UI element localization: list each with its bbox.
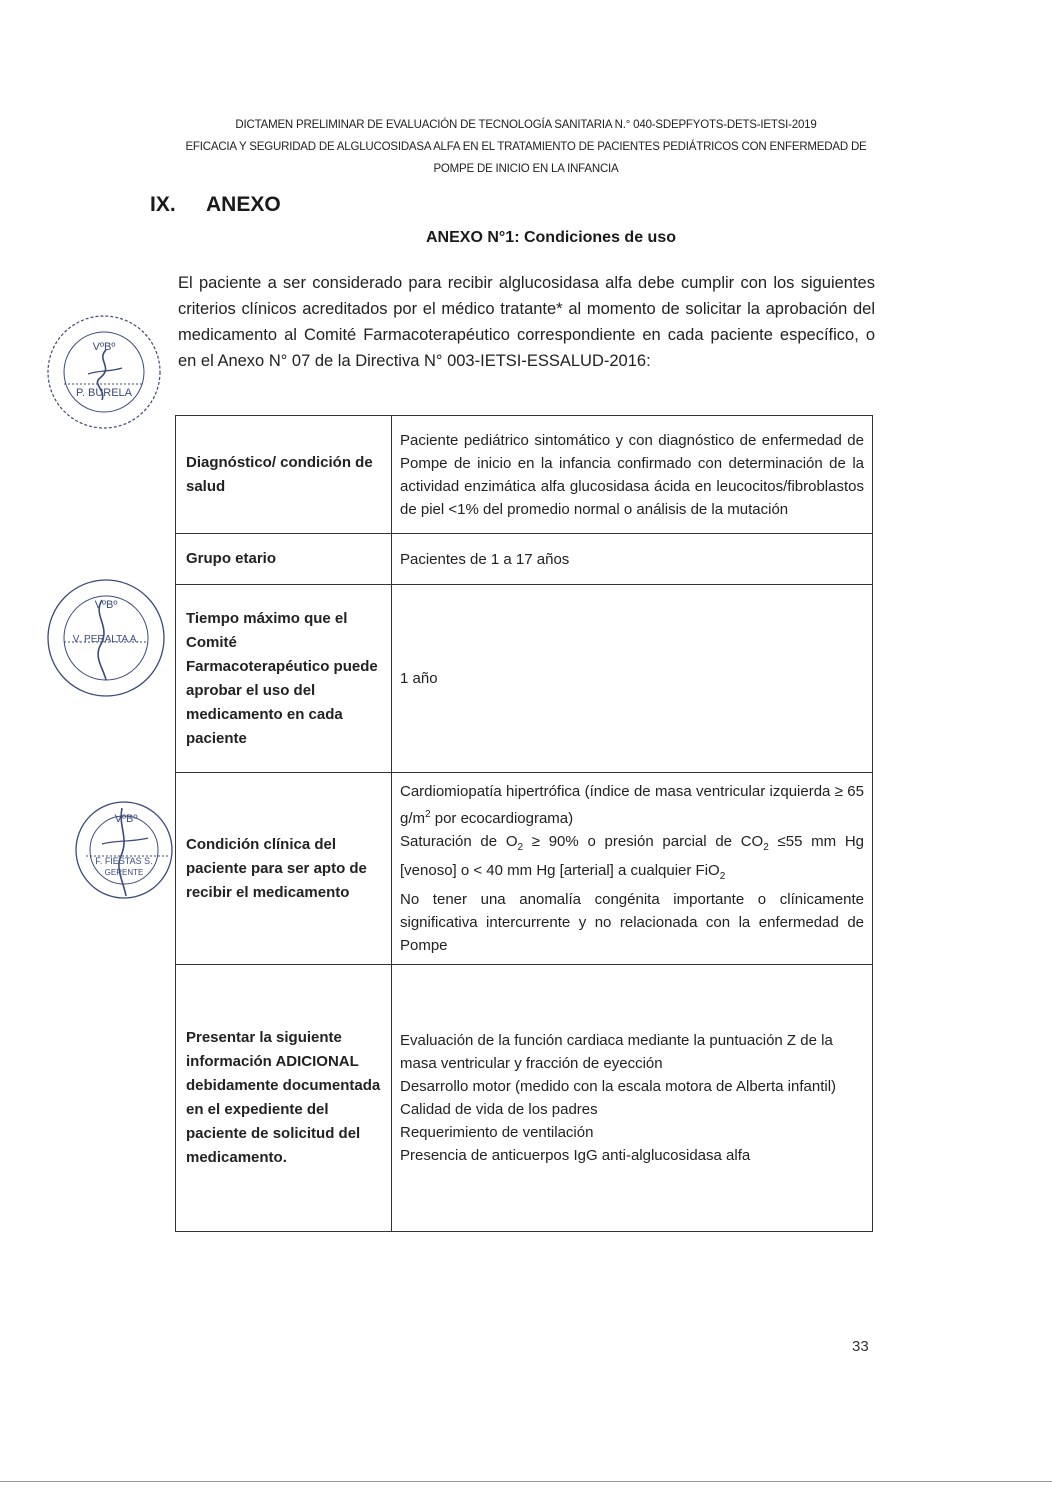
row-value	[392, 965, 873, 1232]
header-line-3: POMPE DE INICIO EN LA INFANCIA	[433, 163, 619, 175]
list-item: Requerimiento de ventilación	[400, 1124, 594, 1141]
row-label: Presentar la siguiente información ADICIONAL debidamente documentada en el expediente del paciente de solicitud del medicamento.	[176, 965, 392, 1232]
table-row	[176, 965, 873, 1232]
row-label: Tiempo máximo que el Comité Farmacoterapéutico puede aprobar el uso del medicamento en cada paciente	[176, 585, 392, 773]
section-title: ANEXO	[206, 193, 281, 216]
stamp-mark: VºBº	[94, 599, 118, 611]
row-label: Grupo etario	[176, 534, 392, 585]
table-row	[176, 416, 873, 534]
criterion-anomaly: No tener una anomalía congénita importante o clínicamente significativa intercurrente y no relacionada con la enfermedad de Pompe	[400, 891, 864, 954]
list-item: Evaluación de la función cardiaca mediante la puntuación Z de la masa ventricular y fracción de eyección	[400, 1032, 833, 1072]
stamp-name: F. FIESTAS S.	[95, 856, 153, 866]
table-row	[176, 773, 873, 965]
annex-title: ANEXO N°1: Condiciones de uso	[426, 229, 676, 246]
list-item: Desarrollo motor (medido con la escala motora de Alberta infantil)	[400, 1078, 837, 1095]
page-number: 33	[852, 1338, 869, 1355]
section-heading	[150, 193, 281, 217]
header-line-2: EFICACIA Y SEGURIDAD DE ALGLUCOSIDASA ALFA EN EL TRATAMIENTO DE PACIENTES PEDIÁTRICOS CON ENFERMEDAD DE	[185, 141, 867, 153]
row-value: Pacientes de 1 a 17 años	[392, 534, 873, 585]
table-row	[176, 534, 873, 585]
approval-stamp-burela	[44, 312, 164, 432]
row-label: Condición clínica del paciente para ser apto de recibir el medicamento	[176, 773, 392, 965]
row-value: Paciente pediátrico sintomático y con diagnóstico de enfermedad de Pompe de inicio en la infancia confirmado con determinación de la actividad enzimática alfa glucosidasa ácida en leucocitos/fibroblastos de piel <1% del promedio normal o análisis de la mutación	[392, 416, 873, 534]
criterion-cardiomyopathy: Cardiomiopatía hipertrófica (índice de masa ventricular izquierda ≥ 65 $g/m^2$ por ecocardiograma)	[400, 783, 864, 827]
list-item: Calidad de vida de los padres	[400, 1101, 598, 1118]
row-value: 1 año	[392, 585, 873, 773]
intro-paragraph: El paciente a ser considerado para recibir alglucosidasa alfa debe cumplir con los siguientes criterios clínicos acreditados por el médico tratante* al momento de solicitar la aprobación del medicamento al Comité Farmacoterapéutico correspondiente en cada paciente específico, o en el Anexo N° 07 de la Directiva N° 003-IETSI-ESSALUD-2016:	[178, 274, 875, 370]
stamp-name: P. BURELA	[75, 387, 133, 399]
list-item: Presencia de anticuerpos IgG anti-alglucosidasa alfa	[400, 1147, 751, 1164]
stamp-mark: VºBº	[92, 341, 116, 353]
stamp-mark: VºBº	[114, 813, 138, 825]
row-value	[392, 773, 873, 965]
row-label: Diagnóstico/ condición de salud	[176, 416, 392, 534]
document-header	[120, 114, 932, 180]
conditions-table	[175, 415, 873, 1232]
section-number: IX.	[150, 193, 176, 216]
header-line-1: DICTAMEN PRELIMINAR DE EVALUACIÓN DE TECNOLOGÍA SANITARIA N.° 040-SDEPFYOTS-DETS-IETSI-2019	[235, 119, 817, 131]
stamp-name: V. PERALTA A.	[72, 634, 140, 645]
page-edge-line	[0, 1481, 1052, 1482]
table-row	[176, 585, 873, 773]
approval-stamp-fiestas	[72, 798, 176, 902]
criterion-saturation: Saturación de $O_2 \ge 90\%$ o presión parcial de $CO_2 \le 55$ mm Hg [venoso] o < 40 mm Hg [arterial] a cualquier FiO$_2$	[400, 833, 864, 882]
stamp-role: GERENTE	[104, 868, 144, 877]
approval-stamp-peralta	[44, 576, 168, 700]
